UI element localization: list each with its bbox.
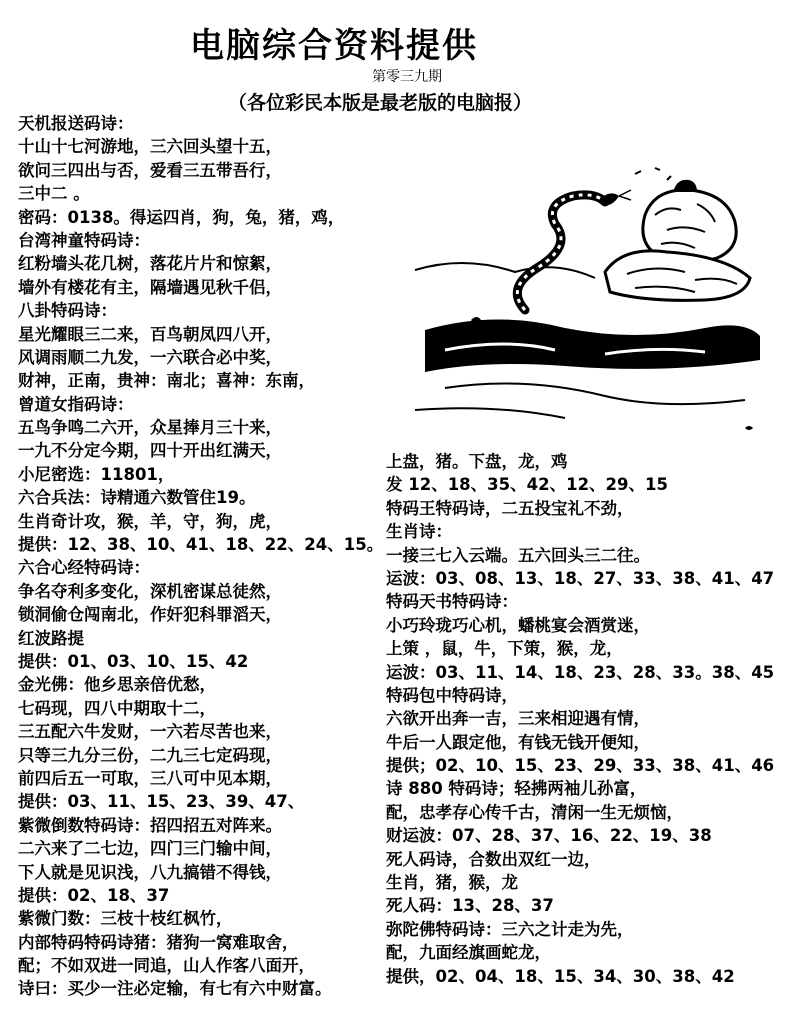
text-line: 金光佛：他乡思亲倍优愁， <box>18 675 216 695</box>
text-line: 诗曰：买少一注必定输，有七有六中财富。 <box>18 979 332 999</box>
text-line: 一接三七入云端。五六回头三二往。 <box>386 545 650 565</box>
snake-rock-illustration <box>405 160 765 435</box>
text-line: 风调雨顺二九发，一六联合必中奖， <box>18 347 282 367</box>
text-line: 台湾神童特码诗： <box>18 230 150 250</box>
text-line: 八卦特码诗： <box>18 301 117 321</box>
text-line: 特码天书特码诗： <box>386 592 518 612</box>
text-line: 弥陀佛特码诗：三六之计走为先， <box>386 919 634 939</box>
text-line: 星光耀眼三二来，百鸟朝凤四八开， <box>18 324 282 344</box>
text-line: 争名夺利多变化，深机密谋总徒然， <box>18 581 282 601</box>
text-line: 六合心经特码诗： <box>18 558 150 578</box>
text-line: 五鸟争鸣二六开，众星捧月三十来， <box>18 418 282 438</box>
text-line: 紫微倒数特码诗：招四招五对阵来。 <box>18 815 282 835</box>
text-line: 只等三九分三份，二九三七定码现， <box>18 745 282 765</box>
text-line: 运波：03、08、13、18、27、33、38、41、47 <box>386 568 775 588</box>
text-line: 发 12、18、35、42、12、29、15 <box>386 475 668 495</box>
text-line: 上盘，猪。下盘，龙，鸡 <box>386 452 568 471</box>
text-line: 三中二 。 <box>18 184 90 204</box>
text-line: 三五配六牛发财，一六若尽苦也来， <box>18 722 282 742</box>
text-line: 二六来了二七边，四门三门输中间， <box>18 839 282 859</box>
text-line: 曾道女指码诗： <box>18 394 134 414</box>
text-line: 小尼密选：11801， <box>18 464 175 484</box>
text-line: 提供：12、38、10、41、18、22、24、15。 <box>18 535 384 555</box>
page-title: 电脑综合资料提供 <box>190 26 478 66</box>
text-line: 生肖奇计攻，猴，羊，守，狗，虎， <box>18 511 282 531</box>
text-line: 生肖，猪，猴，龙 <box>386 873 518 893</box>
text-line: 提供，02、04、18、15、34、30、38、42 <box>386 966 735 986</box>
text-line: 红波路提 <box>18 628 84 648</box>
text-line: 提供；02、10、15、23、29、33、38、41、46 <box>386 756 775 776</box>
text-line: 牛后一人跟定他，有钱无钱开便知， <box>386 732 650 752</box>
text-line: 财运波：07、28、37、16、22、19、38 <box>386 826 712 846</box>
text-line: 六欲开出奔一吉，三来相迎遇有情， <box>386 709 650 729</box>
text-line: 前四后五一可取，三八可中见本期， <box>18 768 282 788</box>
text-line: 小巧玲珑巧心机，蟠桃宴会酒赏迷， <box>386 615 650 635</box>
text-line: 一九不分定今期，四十开出红满天， <box>18 441 282 461</box>
text-line: 提供：01、03、10、15、42 <box>18 651 249 671</box>
text-line: 锁洞偷仓闯南北，作奸犯科罪滔天， <box>18 605 282 625</box>
page-subtitle: （各位彩民本版是最老版的电脑报） <box>228 92 533 114</box>
text-line: 红粉墙头花几树，落花片片和惊絮， <box>18 254 282 274</box>
text-line: 提供：02、18、37 <box>18 885 170 905</box>
right-text-column <box>386 450 774 988</box>
text-line: 提供：03、11、15、23、39、47、 <box>18 792 305 812</box>
text-line: 诗 880 特码诗；轻拂两袖儿孙富， <box>386 779 647 799</box>
text-line: 密码：0138。得运四肖，狗，兔，猪，鸡， <box>18 207 345 227</box>
text-line: 下人就是见识浅，八九搞错不得钱， <box>18 862 282 882</box>
text-line: 配，九面经旗画蛇龙， <box>386 943 551 963</box>
text-line: 紫微门数：三枝十枝红枫竹， <box>18 909 233 929</box>
text-line: 墙外有楼花有主，隔墙遇见秋千侣， <box>18 277 282 297</box>
text-line: 死人码：13、28、37 <box>386 896 554 916</box>
issue-number: 第零三九期 <box>372 69 442 85</box>
text-line: 天机报送码诗： <box>18 114 134 133</box>
text-line: 上策 ，鼠，牛，下策，猴，龙， <box>386 639 623 659</box>
text-line: 运波：03、11、14、18、23、28、33。38、45 <box>386 662 775 682</box>
text-line: 配；不如双进一同追，山人作客八面开， <box>18 956 315 976</box>
text-line: 死人码诗，合数出双红一边， <box>386 849 601 869</box>
text-line: 财神，正南，贵神：南北；喜神：东南， <box>18 371 315 391</box>
text-line: 欲问三四出与否，爱看三五带吾行， <box>18 160 282 180</box>
left-text-column <box>18 112 383 1001</box>
text-line: 六合兵法：诗精通六数管住19。 <box>18 488 256 508</box>
text-line: 配，忠孝存心传千古，清闲一生无烦恼， <box>386 802 683 822</box>
text-line: 内部特码特码诗猪：猪狗一窝难取舍， <box>18 932 299 952</box>
text-line: 生肖诗： <box>386 522 452 542</box>
text-line: 七码现，四八中期取十二， <box>18 698 216 718</box>
text-line: 特码包中特码诗， <box>386 685 518 705</box>
text-line: 十山十七河游地，三六回头望十五， <box>18 137 282 157</box>
text-line: 特码王特码诗，二五投宝礼不劲， <box>386 498 634 518</box>
